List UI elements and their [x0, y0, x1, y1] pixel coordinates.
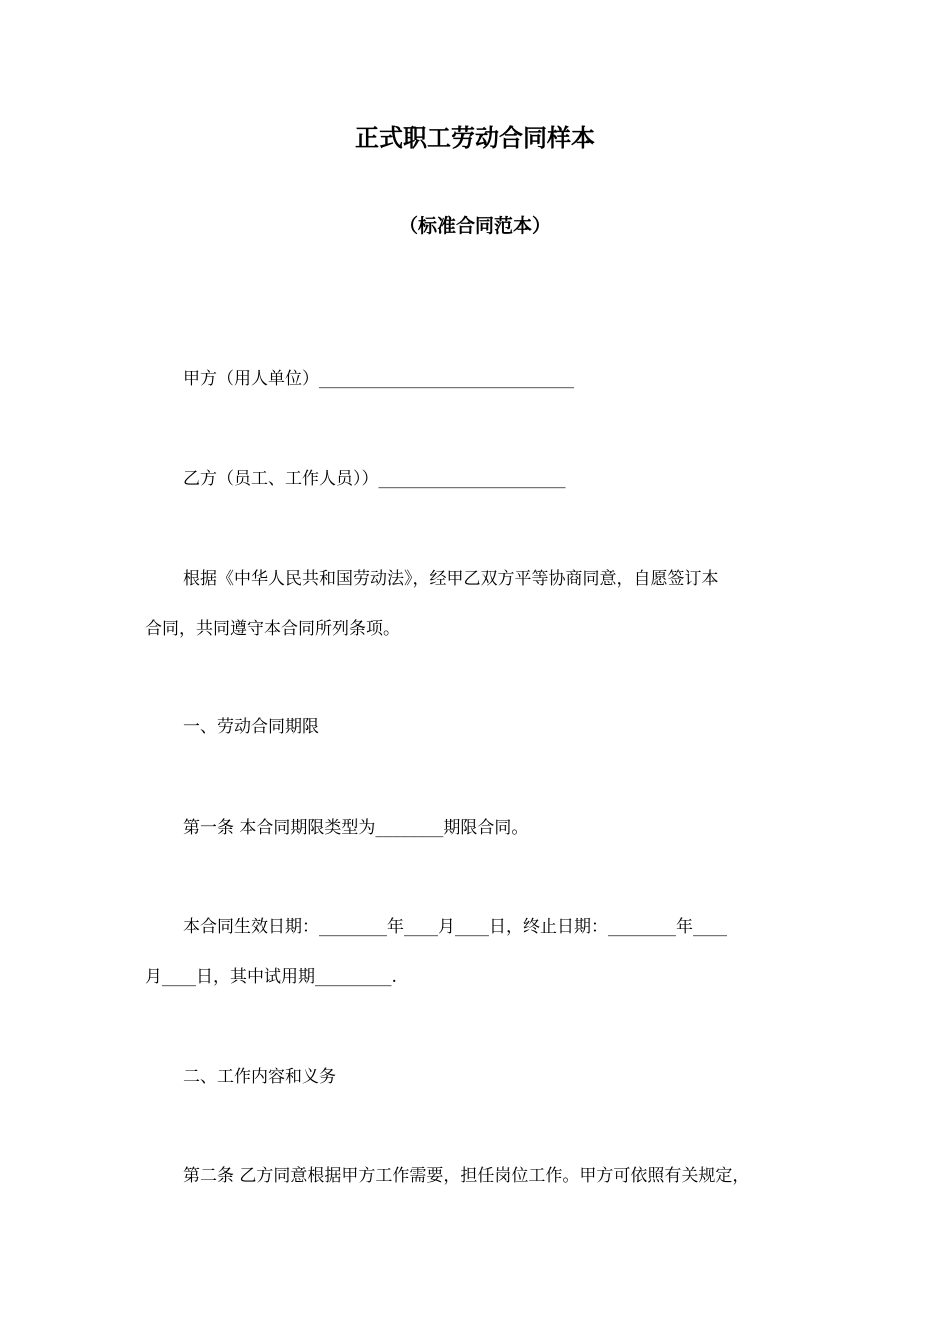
term-dates-line-2: 月____日，其中试用期_________. [145, 967, 397, 987]
document-title: 正式职工劳动合同样本 [355, 124, 595, 152]
section-heading-2: 二、工作内容和义务 [183, 1067, 336, 1087]
section-heading-1: 一、劳动合同期限 [183, 717, 319, 737]
article-2-line: 第二条 乙方同意根据甲方工作需要，担任岗位工作。甲方可依照有关规定， [183, 1166, 750, 1186]
term-dates-line-1: 本合同生效日期：________年____月____日，终止日期：________年____ [183, 917, 727, 937]
party-a-line: 甲方（用人单位）______________________________ [183, 369, 574, 389]
party-b-line: 乙方（员工、工作人员））______________________ [183, 469, 566, 489]
preamble-line-2: 合同，共同遵守本合同所列条项。 [145, 619, 400, 639]
document-subtitle: （标准合同范本） [398, 215, 551, 237]
article-1-line: 第一条 本合同期限类型为________期限合同。 [183, 818, 529, 838]
preamble-line-1: 根据《中华人民共和国劳动法》，经甲乙双方平等协商同意，自愿签订本 [183, 569, 719, 589]
